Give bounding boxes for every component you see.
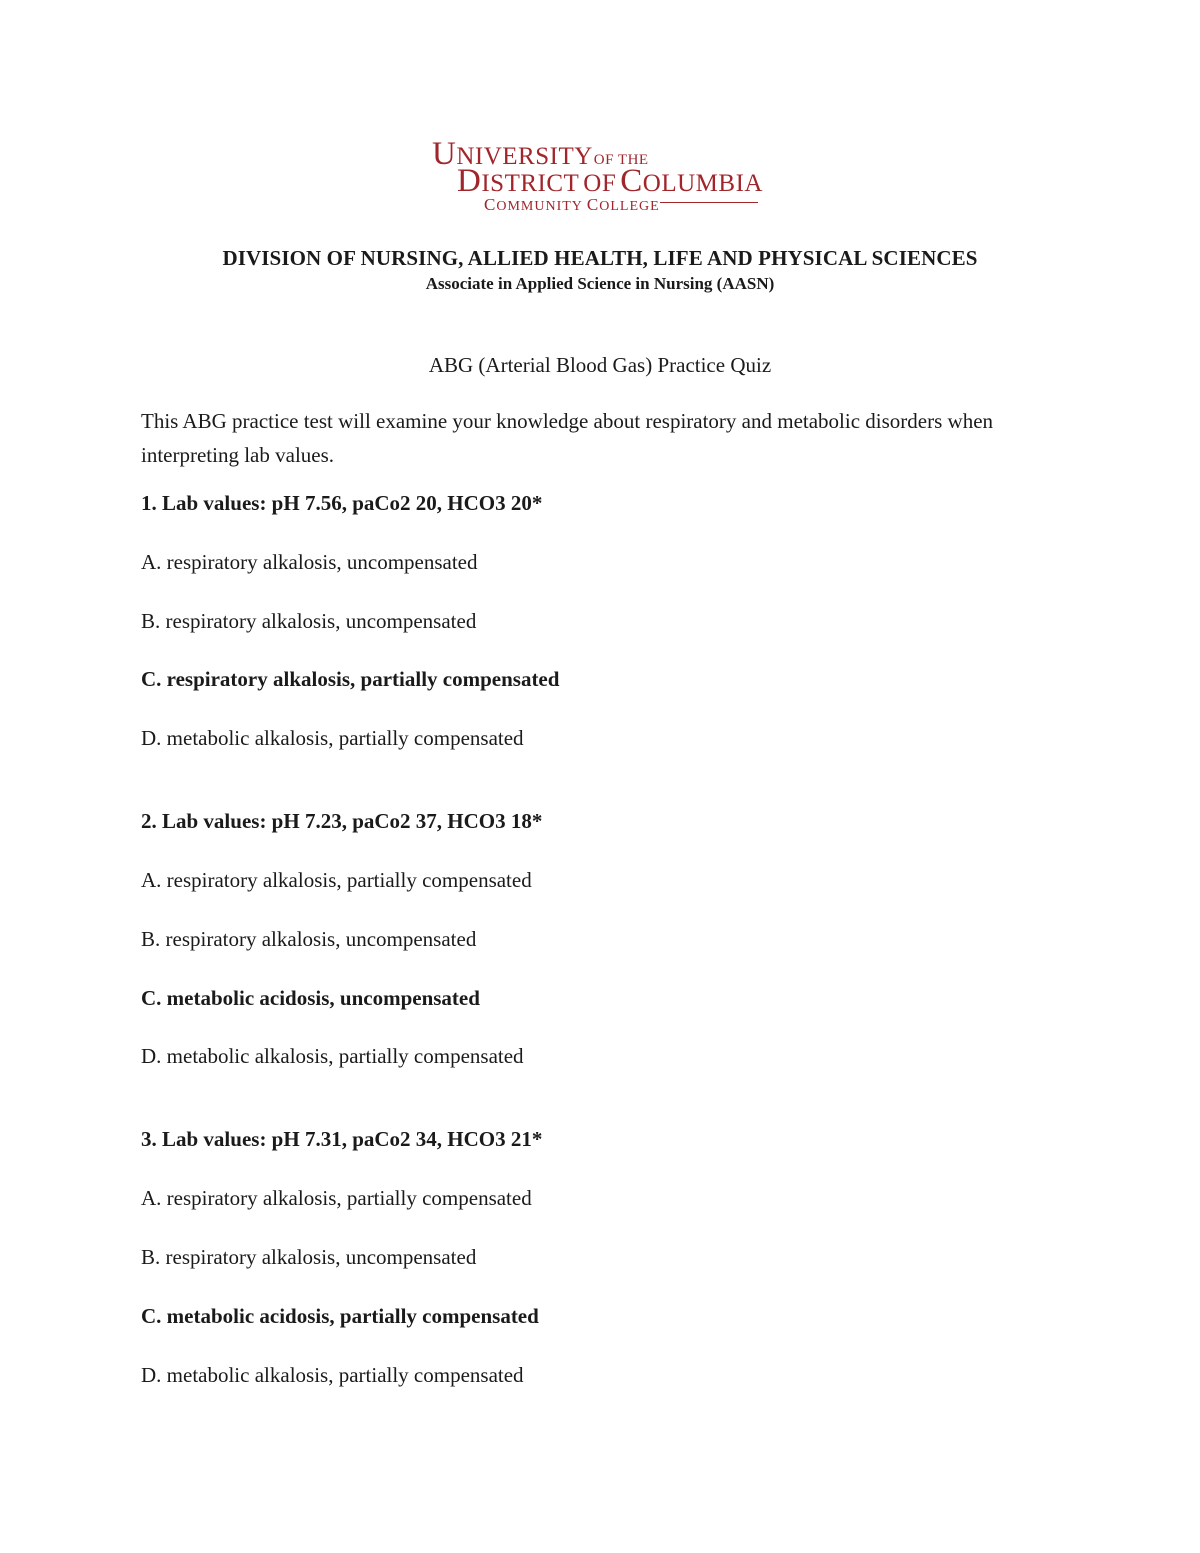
program-subheading: Associate in Applied Science in Nursing (AASN) [425,274,775,293]
logo-word: ISTRICT [481,170,580,197]
answer-option: D. metabolic alkalosis, partially compensated [141,1363,524,1387]
answer-option-correct: C. metabolic acidosis, partially compensated [141,1304,539,1328]
logo-word: OF [583,170,617,197]
logo-rule [660,202,758,203]
answer-option: A. respiratory alkalosis, partially compensated [141,1186,532,1210]
university-logo [432,138,772,218]
answer-option: D. metabolic alkalosis, partially compensated [141,726,524,750]
question-prompt: 2. Lab values: pH 7.23, paCo2 37, HCO3 18* [141,809,543,833]
question-prompt: 3. Lab values: pH 7.31, paCo2 34, HCO3 21* [141,1127,543,1151]
logo-letter: C [586,195,600,214]
logo-letter: D [457,163,482,199]
logo-line-district [457,165,763,198]
answer-option: B. respiratory alkalosis, uncompensated [141,927,477,951]
logo-word: OMMUNITY [496,199,583,214]
question-prompt: 1. Lab values: pH 7.56, paCo2 20, HCO3 20* [141,491,543,515]
answer-option: D. metabolic alkalosis, partially compensated [141,1044,524,1068]
logo-letter: C [620,163,643,199]
answer-option: A. respiratory alkalosis, uncompensated [141,550,478,574]
logo-word: NIVERSITY [456,143,593,170]
answer-option-correct: C. respiratory alkalosis, partially compensated [141,667,560,691]
logo-line-community-college [484,196,660,214]
logo-word: OLUMBIA [642,170,763,197]
answer-option: A. respiratory alkalosis, partially compensated [141,868,532,892]
division-heading: DIVISION OF NURSING, ALLIED HEALTH, LIFE AND PHYSICAL SCIENCES [222,246,978,270]
answer-option: B. respiratory alkalosis, uncompensated [141,609,477,633]
answer-option: B. respiratory alkalosis, uncompensated [141,1245,477,1269]
logo-of-the: OF THE [593,152,649,168]
logo-word: OLLEGE [599,199,660,214]
logo-letter: U [432,136,457,172]
quiz-title: ABG (Arterial Blood Gas) Practice Quiz [428,353,772,377]
intro-paragraph: This ABG practice test will examine your knowledge about respiratory and metabolic disorders when interpreting lab values. [141,409,994,467]
logo-letter: C [484,195,497,214]
answer-option-correct: C. metabolic acidosis, uncompensated [141,986,480,1010]
